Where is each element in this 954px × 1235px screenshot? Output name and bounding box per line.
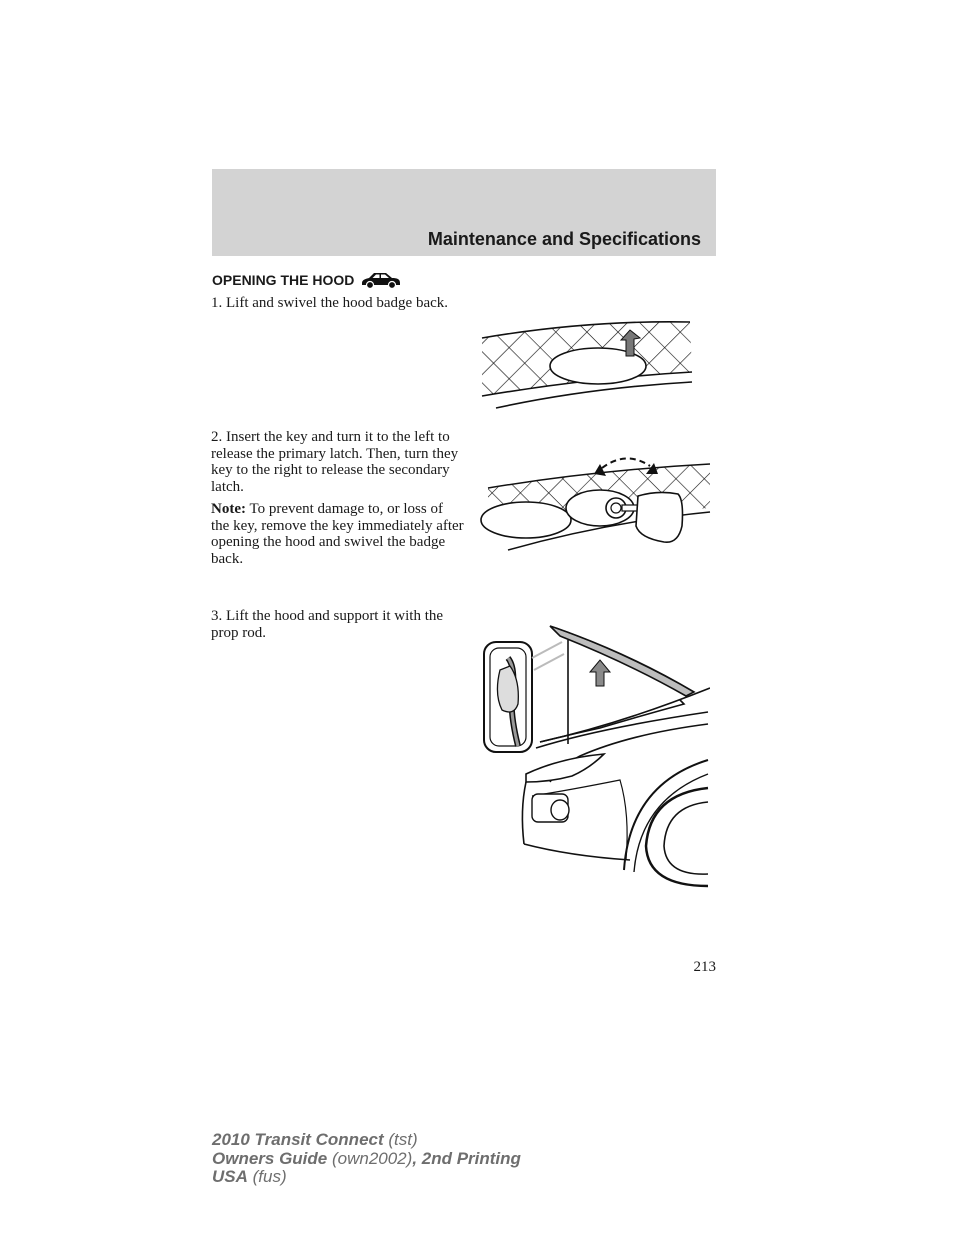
footer-printing: , 2nd Printing <box>412 1148 521 1168</box>
footer-line-2 <box>212 1150 521 1169</box>
note-label: Note: <box>211 501 246 517</box>
step-3 <box>211 608 465 647</box>
footer-line-1 <box>212 1131 521 1150</box>
hood-badge-illustration <box>478 316 696 412</box>
note <box>211 501 465 567</box>
footer <box>212 1131 521 1187</box>
page-header-title: Maintenance and Specifications <box>427 229 701 249</box>
car-icon <box>360 270 402 290</box>
step-2 <box>211 429 465 573</box>
note-text: To prevent damage to, or loss of the key, remove the key immediately after opening the hood and swivel the badge back. <box>211 501 464 567</box>
raised-hood-illustration <box>480 624 710 890</box>
step-1 <box>211 295 465 318</box>
footer-market-code: (fus) <box>247 1167 287 1186</box>
footer-model: 2010 Transit Connect <box>212 1130 384 1149</box>
step-3-text: 3. Lift the hood and support it with the prop rod. <box>211 608 444 641</box>
section-title <box>212 270 402 290</box>
step-2-text: 2. Insert the key and turn it to the left to release the primary latch. Then, turn they key to the right to release the secondary latch. <box>211 429 459 495</box>
page-number: 213 <box>693 959 716 975</box>
footer-guide-code: (own2002) <box>327 1148 413 1168</box>
step-1-text: 1. Lift and swivel the hood badge back. <box>211 295 449 311</box>
footer-market: USA <box>212 1167 248 1186</box>
key-latch-illustration <box>478 450 714 558</box>
footer-guide: Owners Guide <box>212 1148 328 1168</box>
section-title-text: OPENING THE HOOD <box>212 272 355 288</box>
header-band <box>212 169 716 256</box>
footer-model-code: (tst) <box>383 1130 418 1149</box>
footer-line-3 <box>212 1168 521 1187</box>
